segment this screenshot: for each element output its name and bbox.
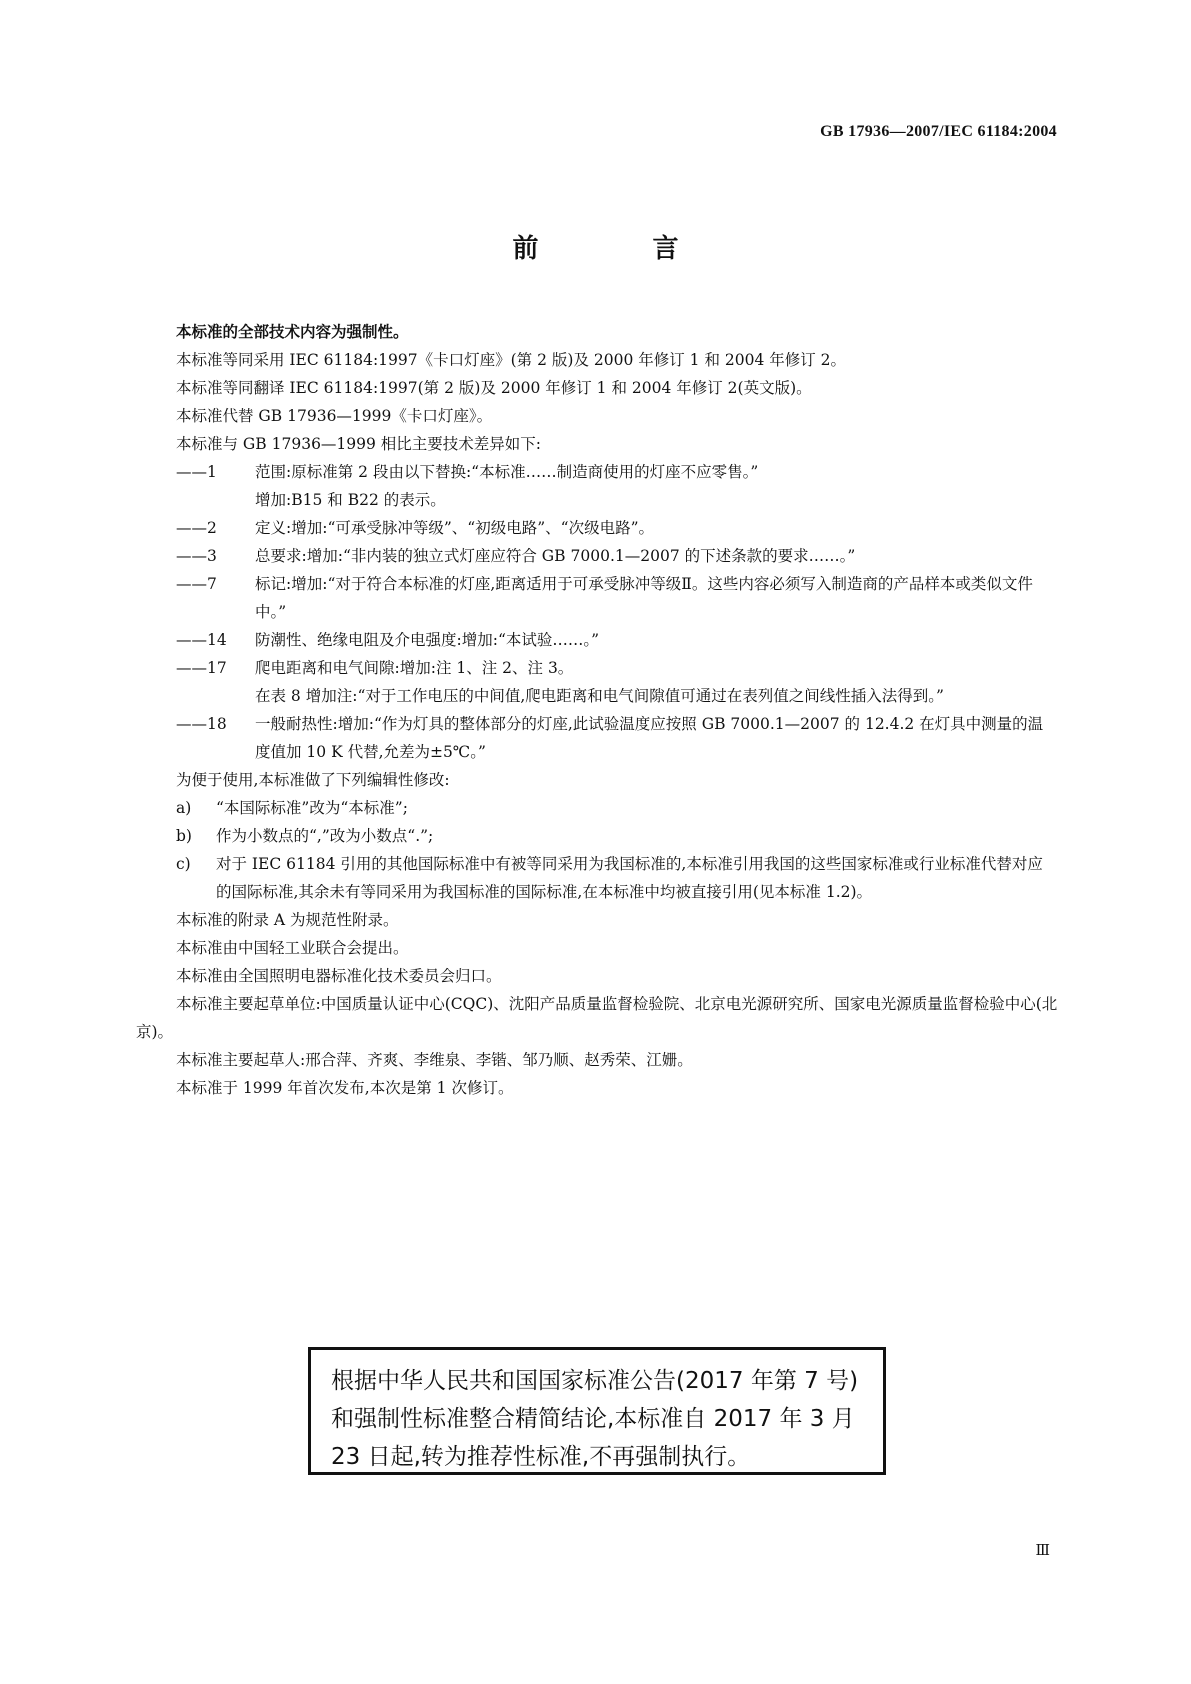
diff-item [176,654,1058,682]
diff-text: 定义:增加:“可承受脉冲等级”、“初级电路”、“次级电路”。 [255,519,654,537]
diff-mark: ——3 [176,547,217,565]
paragraph-drafters: 本标准主要起草人:邢合萍、齐爽、李维泉、李锴、邹乃顺、赵秀荣、江姗。 [176,1051,693,1069]
paragraph-adoption: 本标准等同采用 IEC 61184:1997《卡口灯座》(第 2 版)及 2000 年修订 1 和 2004 年修订 2。 [176,351,847,369]
edit-text: 对于 IEC 61184 引用的其他国际标准中有被等同采用为我国标准的,本标准引用我国的这些国家标准或行业标准代替对应的国际标准,其余未有等同采用为我国标准的国际标准,在本标准中均被直接引用(见本标准 1.2)。 [216,855,1043,901]
diff-item [176,626,1058,654]
edit-mark: b) [176,827,192,845]
diff-item [176,570,1058,626]
paragraph-committee: 本标准由全国照明电器标准化技术委员会归口。 [176,967,502,985]
diff-item [176,458,1058,486]
diff-text: 增加:B15 和 B22 的表示。 [255,491,446,509]
diff-text: 标记:增加:“对于符合本标准的灯座,距离适用于可承受脉冲等级Ⅱ。这些内容必须写入制造商的产品样本或类似文件中。” [255,575,1033,621]
paragraph-mandatory: 本标准的全部技术内容为强制性。 [176,323,409,341]
notice-box: 根据中华人民共和国国家标准公告(2017 年第 7 号)和强制性标准整合精简结论,本标准自 2017 年 3 月 23 日起,转为推荐性标准,不再强制执行。 [308,1347,886,1475]
diff-text: 在表 8 增加注:“对于工作电压的中间值,爬电距离和电气间隙值可通过在表列值之间线性插入法得到。” [255,687,944,705]
diff-text: 一般耐热性:增加:“作为灯具的整体部分的灯座,此试验温度应按照 GB 7000.1—2007 的 12.4.2 在灯具中测量的温度值加 10 K 代替,允差为±5℃。” [255,715,1044,761]
edit-item [176,794,1058,822]
paragraph-translation: 本标准等同翻译 IEC 61184:1997(第 2 版)及 2000 年修订 1 和 2004 年修订 2(英文版)。 [176,379,812,397]
foreword-body [136,318,1058,1102]
edit-mark: c) [176,855,191,873]
edit-text: “本国际标准”改为“本标准”; [216,799,408,817]
page-number: Ⅲ [1035,1543,1050,1559]
paragraph-history: 本标准于 1999 年首次发布,本次是第 1 次修订。 [176,1079,514,1097]
diff-mark: ——14 [176,631,227,649]
diff-mark: ——17 [176,659,227,677]
edit-item [176,822,1058,850]
paragraph-replaces: 本标准代替 GB 17936—1999《卡口灯座》。 [176,407,493,425]
diff-text: 防潮性、绝缘电阻及介电强度:增加:“本试验……。” [255,631,600,649]
diff-mark: ——1 [176,463,217,481]
page-title: 前 言 [512,234,723,264]
paragraph-proposer: 本标准由中国轻工业联合会提出。 [176,939,409,957]
diff-mark: ——18 [176,715,227,733]
diff-item [176,542,1058,570]
diff-item [176,682,1058,710]
diff-item [176,486,1058,514]
paragraph-drafting-units: 本标准主要起草单位:中国质量认证中心(CQC)、沈阳产品质量监督检验院、北京电光源研究所、国家电光源质量监督检验中心(北京)。 [136,995,1058,1041]
diff-item [176,514,1058,542]
edit-mark: a) [176,799,192,817]
diff-text: 爬电距离和电气间隙:增加:注 1、注 2、注 3。 [255,659,574,677]
paragraph-differences-lead: 本标准与 GB 17936—1999 相比主要技术差异如下: [176,435,542,453]
diff-text: 范围:原标准第 2 段由以下替换:“本标准……制造商使用的灯座不应零售。” [255,463,759,481]
standard-code: GB 17936—2007/IEC 61184:2004 [820,123,1057,140]
edit-item [176,850,1058,906]
diff-mark: ——7 [176,575,217,593]
edit-text: 作为小数点的“,”改为小数点“.”; [216,827,434,845]
diff-item [176,710,1058,766]
paragraph-annex: 本标准的附录 A 为规范性附录。 [176,911,399,929]
diff-text: 总要求:增加:“非内装的独立式灯座应符合 GB 7000.1—2007 的下述条款的要求……。” [255,547,856,565]
paragraph-edits-lead: 为便于使用,本标准做了下列编辑性修改: [176,771,450,789]
diff-mark: ——2 [176,519,217,537]
